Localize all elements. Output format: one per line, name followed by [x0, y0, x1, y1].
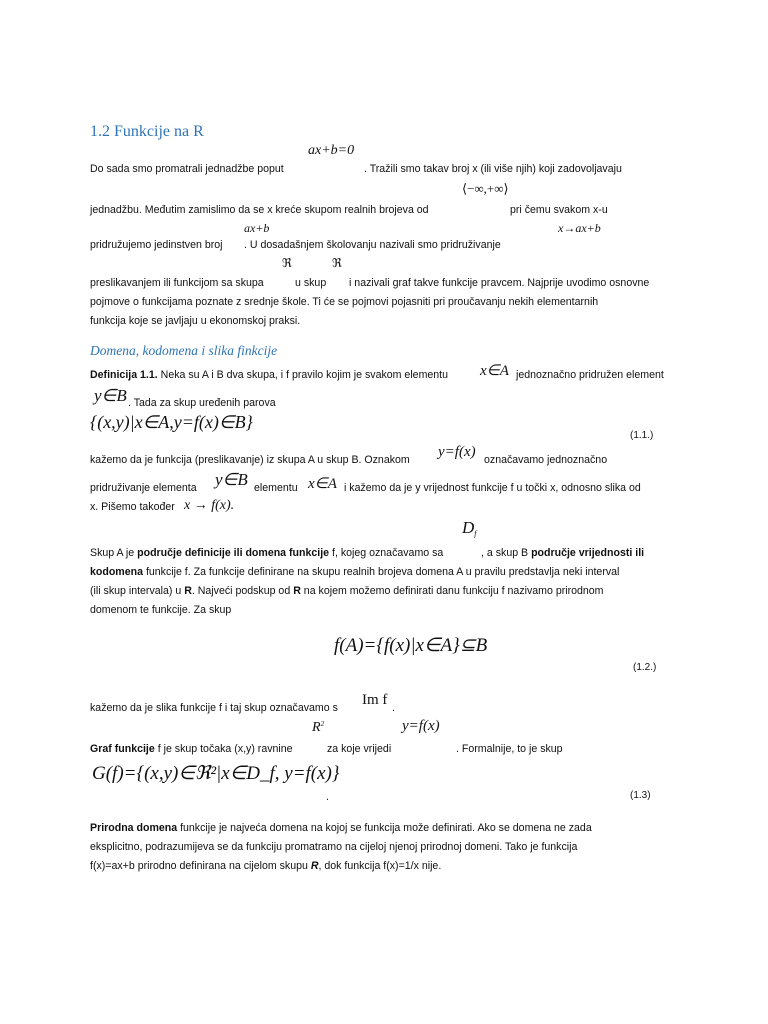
image-set: f(A)={f(x)|x∈A}⊆B — [334, 635, 488, 656]
domain-line2: kodomena funkcije f. Za funkcije definirane na skupu realnih brojeva domena A u pravilu predstavlja neki interval — [90, 566, 620, 578]
domain-line1: Skup A je područje definicije ili domena funkcije f, kojeg označavamo sa — [90, 547, 444, 559]
x-in-A: x∈A — [480, 363, 509, 379]
definition-line3b: označavamo jednoznačno — [484, 454, 608, 466]
R-squared: $R^2$ — [312, 720, 325, 735]
graph-y-equals-fx: y=f(x) — [402, 718, 440, 734]
reals-symbol-2: ℜ — [332, 256, 342, 270]
intro-line5: pojmove o funkcijama poznate z srednje škole. Ti će se pojmovi pojasniti pri proučavanju nekih elementarnih — [90, 296, 599, 308]
intro-line2a: jednadžbu. Međutim zamislimo da se x kreće skupom realnih brojeva od — [90, 204, 429, 216]
intro-line3b: . U dosadašnjem školovanju nazivali smo pridruživanje — [244, 239, 501, 251]
image-of-f: Im f — [362, 692, 388, 708]
domain-line5a: kažemo da je slika funkcije f i taj skup označavamo s — [90, 702, 338, 714]
definition-line4a: pridruživanje elementa — [90, 482, 197, 494]
natural-line2: eksplicitno, podrazumijeva se da funkciju promatramo na cijeloj njenoj prirodnoj domeni. Tako je funkcija — [90, 841, 578, 853]
equation-number-3: (1.3) — [630, 790, 651, 801]
graph-set: G(f)={(x,y)∈ℜ²|x∈D_f, y=f(x)} — [92, 763, 340, 784]
definition-line1a: Neka su A i B dva skupa, i f pravilo kojim je svakom elementu — [160, 369, 449, 381]
definition-line1 — [90, 368, 448, 382]
x-maps-to-fx: x → f(x). — [184, 498, 235, 513]
intro-line1b: . Tražili smo takav broj x (ili više njih) koji zadovoljavaju — [364, 163, 622, 175]
domain-line5b: . — [392, 702, 395, 714]
expr-axb: ax+b — [244, 221, 270, 235]
definition-line4b: elementu — [254, 482, 298, 494]
domain-line3: (ili skup intervala) u R. Najveći podskup od R na kojem možemo definirati danu funkciju f nazivamo prirodnom — [90, 585, 604, 597]
definition-label: Definicija 1.1. — [90, 369, 158, 381]
graph-line1c: za koje vrijedi — [327, 743, 392, 755]
section-title: 1.2 Funkcije na R — [90, 123, 204, 140]
intro-line4a: preslikavanjem ili funkcijom sa skupa — [90, 277, 264, 289]
domain-line4: domenom te funkcije. Za skup — [90, 604, 232, 616]
interval-expression: ⟨−∞,+∞⟩ — [462, 181, 509, 196]
equation-number-1: (1.1.) — [630, 430, 654, 441]
domain-line1-right: , a skup B područje vrijednosti ili — [481, 547, 645, 559]
reals-symbol-1: ℜ — [282, 256, 292, 270]
y-in-B: y∈B — [94, 386, 127, 405]
definition-line5a: x. Pišemo također — [90, 501, 175, 513]
intro-line4c: i nazivali graf takve funkcije pravcem. Najprije uvodimo osnovne — [349, 277, 650, 289]
intro-line4b: u skup — [295, 277, 327, 289]
graph-set-dot: . — [326, 791, 329, 803]
intro-line6: funkcija koje se javljaju u ekonomskoj praksi. — [90, 315, 301, 327]
y-equals-fx: y=f(x) — [438, 444, 476, 460]
equation-axb: ax+b=0 — [308, 143, 355, 158]
domain-symbol: $D_f$ — [462, 518, 477, 538]
intro-line2b: pri čemu svakom x-u — [510, 204, 608, 216]
x-in-A-2: x∈A — [308, 476, 337, 492]
y-in-B-2: y∈B — [215, 470, 248, 489]
graph-line1d: . Formalnije, to je skup — [456, 743, 563, 755]
intro-line3a: pridružujemo jedinstven broj — [90, 239, 223, 251]
natural-line3: f(x)=ax+b prirodno definirana na cijelom skupu R, dok funkcija f(x)=1/x nije. — [90, 860, 442, 872]
natural-line1: Prirodna domena funkcije je najveća domena na kojoj se funkcija može definirati. Ako se domena ne zada — [90, 822, 592, 834]
definition-line3a: kažemo da je funkcija (preslikavanje) iz skupa A u skup B. Oznakom — [90, 454, 410, 466]
definition-line1b: jednoznačno pridružen element — [516, 369, 664, 381]
intro-line1a: Do sada smo promatrali jednadžbe poput — [90, 163, 284, 175]
set-of-pairs: {(x,y)|x∈A,y=f(x)∈B} — [90, 412, 253, 432]
subsection-title: Domena, kodomena i slika finkcije — [90, 343, 278, 358]
definition-line2: . Tada za skup uređenih parova — [128, 397, 276, 409]
equation-number-2: (1.2.) — [633, 662, 657, 673]
graph-line1: Graf funkcije f je skup točaka (x,y) ravnine — [90, 743, 293, 755]
map-x-axb: x→ax+b — [558, 221, 601, 235]
definition-line4c: i kažemo da je y vrijednost funkcije f u točki x, odnosno slika od — [344, 482, 641, 494]
